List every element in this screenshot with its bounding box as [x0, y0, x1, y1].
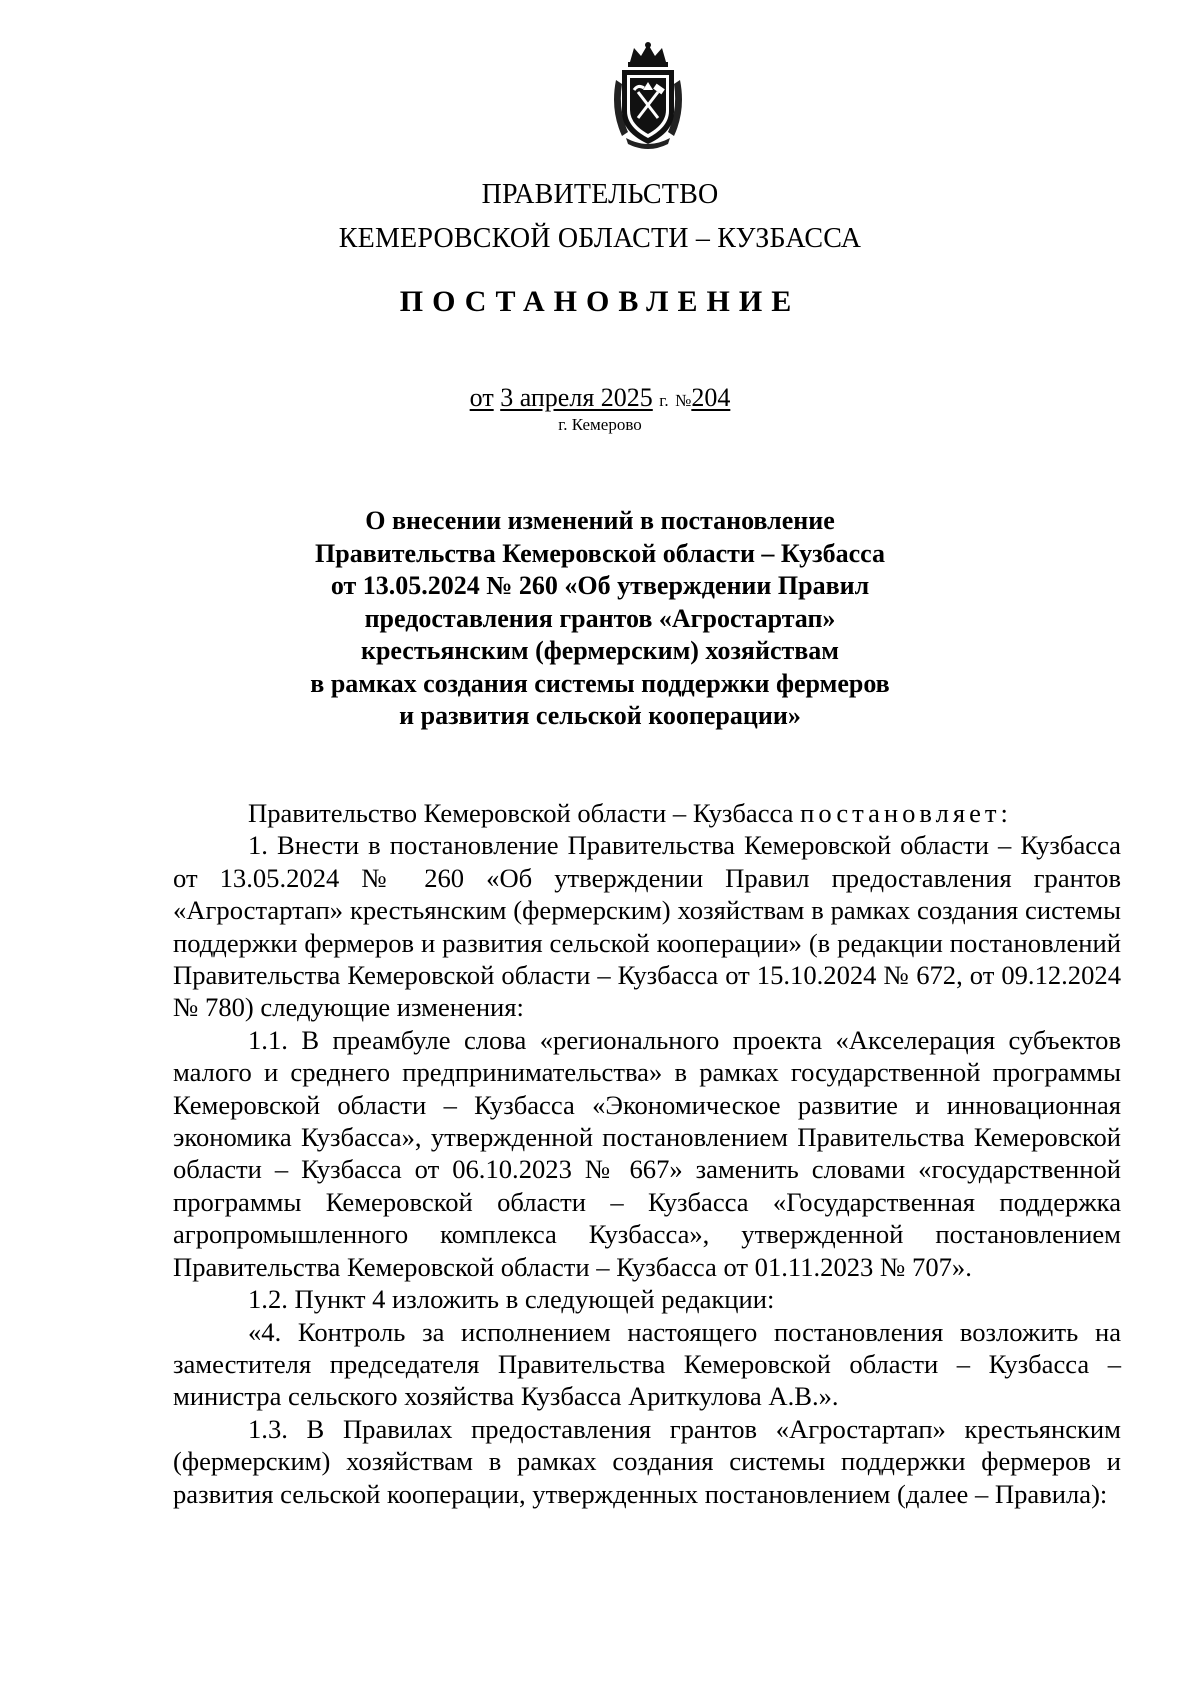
intro-text: Правительство Кемеровской области – Кузбасса [248, 798, 794, 828]
paragraph-1-2: 1.2. Пункт 4 изложить в следующей редакции: [248, 1284, 775, 1315]
subject-line: предоставления грантов «Агростартап» [364, 603, 836, 633]
intro-resolves: постановляет: [800, 798, 1012, 828]
kuzbass-coat-of-arms-icon [608, 40, 688, 152]
government-name-line-2: КЕМЕРОВСКОЙ ОБЛАСТИ – КУЗБАССА [338, 223, 862, 254]
subject-line: и развития сельской кооперации» [399, 701, 801, 730]
decree-number: 204 [691, 383, 731, 412]
decree-subject [150, 505, 1050, 733]
paragraph-1: 1. Внести в постановление Правительства Кемеровской области – Кузбасса от 13.05.2024 № 260 «Об утверждении Правил предоставления грантов «Агростартап» крестьянским (фермерским) хозяйствам в рамках создания системы поддержки фермеров и развития сельской кооперации» (в редакции постановлений Правительства Кемеровской области – Кузбасса от 15.10.2024 № 672, от 09.12.2024 № 780) следующие изменения: [173, 830, 1121, 1023]
paragraph-1-2-quote: «4. Контроль за исполнением настоящего постановления возложить на заместителя председателя Правительства Кемеровской области – Кузбасса – министра сельского хозяйства Кузбасса Ариткулова А.В.». [173, 1316, 1121, 1412]
year-suffix: г. [659, 391, 669, 410]
decree-title: ПОСТАНОВЛЕНИЕ [399, 285, 801, 318]
government-name-line-1: ПРАВИТЕЛЬСТВО [481, 179, 719, 210]
intro-paragraph [173, 797, 1121, 829]
decree-body [173, 797, 1121, 1510]
subject-line: крестьянским (фермерским) хозяйствам [360, 636, 840, 665]
subject-line: от 13.05.2024 № 260 «Об утверждении Правил [330, 571, 870, 600]
paragraph-1-3: 1.3. В Правилах предоставления грантов «Агростартап» крестьянским (фермерским) хозяйствам в рамках создания системы поддержки фермеров и развития сельской кооперации, утвержденных постановлением (далее – Правила): [173, 1413, 1121, 1509]
subject-line: Правительства Кемеровской области – Кузбасса [315, 538, 885, 568]
date-prefix: от [469, 383, 494, 412]
decree-date-line [0, 382, 1200, 417]
number-sign: № [675, 391, 692, 410]
decree-date: 3 апреля 2025 [500, 383, 653, 412]
decree-city: г. Кемерово [558, 415, 642, 434]
subject-line: О внесении изменений в постановление [365, 506, 835, 535]
subject-line: в рамках создания системы поддержки фермеров [310, 668, 890, 698]
paragraph-1-1: 1.1. В преамбуле слова «регионального проекта «Акселерация субъектов малого и среднего предпринимательства» в рамках государственной программы Кемеровской области – Кузбасса «Экономическое развитие и инновационная экономика Кузбасса», утвержденной постановлением Правительства Кемеровской области – Кузбасса от 06.10.2023 № 667» заменить словами «государственной программы Кемеровской области – Кузбасса «Государственная поддержка агропромышленного комплекса Кузбасса», утвержденной постановлением Правительства Кемеровской области – Кузбасса от 01.11.2023 № 707». [173, 1024, 1121, 1282]
